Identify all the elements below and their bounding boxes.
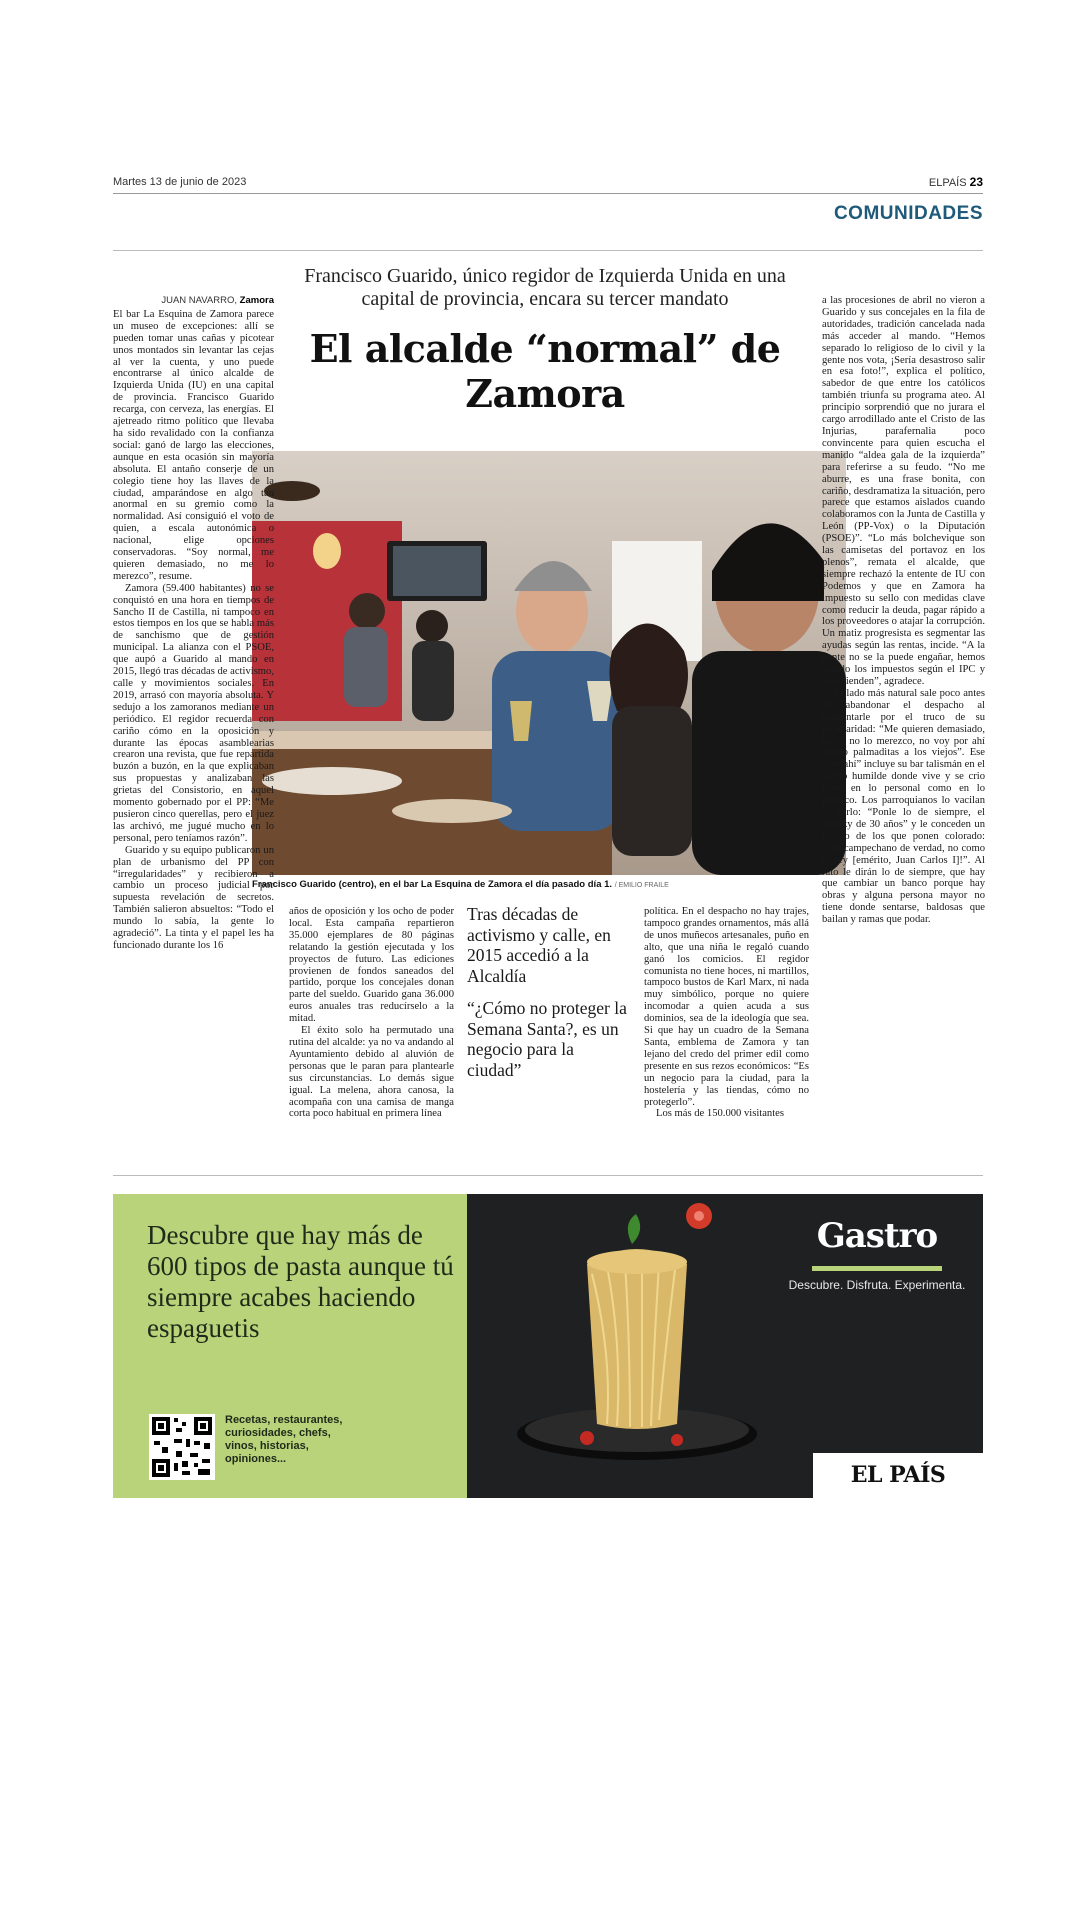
photo-caption (252, 879, 846, 890)
qr-code-graphic (149, 1414, 215, 1480)
article-column-5 (822, 295, 985, 926)
section-label: COMUNIDADES (833, 203, 983, 224)
paragraph: política. En el despacho no hay trajes, tampoco grandes ornamentos, más allá de unos muñecos artesanales, puño en alto, que una niña le regaló cuando ganó los comicios. El regidor comunista no tiene hoces, ni martillos, tampoco bustos de Karl Marx, ni nada muy simbólico, porque no quiere incomodar a quien acuda a sus dominios, sea de la ideología que sea. Si que hay un cuadro de la Semana Santa, emblema de Zamora y tan lejano del credo del primer edil como presente en sus rezos económicos: “Es un negocio para la ciudad, para la hostelería y las tiendas, cómo no protegerlo”. (644, 906, 809, 1108)
paragraph: Guarido y su equipo publicaron un plan de urbanismo del PP con “irregularidades” y recibieron a cambio un proceso judicial por supuesta revelación de secretos. También salieron absueltos: “Todo el mundo lo sabía, la gente lo agradeció”. La tinta y el papel les ha funcionado durante los 16 (113, 844, 274, 951)
advert-topics: Recetas, restaurantes, curiosidades, chefs, vinos, historias, opiniones... (225, 1414, 343, 1465)
paragraph: El lado más natural sale poco antes de abandonar el despacho al preguntarle por el truco de su popularidad: “Me quieren demasiado, coño, no lo merezco, no voy por ahí dando palmaditas a los viejos”. Ese “por ahí” incluye su bar talismán en el barrio humilde donde vive y se crio tanto en lo personal como en lo político. Los parroquianos lo vacilan al verlo: “Ponle lo de siempre, el whisky de 30 años” y le conceden un piropo de los que ponen colorado: “¡Es campechano de verdad, no como el rey [emérito, Juan Carlos I]!”. Al rato le dirán lo de siempre, que hay que cambiar un banco porque hay obras y alguna persona mayor no tiene donde sentarse, baldosas que bailan y ramas que podar. (822, 687, 985, 926)
issue-date: Martes 13 de junio de 2023 (113, 176, 247, 188)
page-folio (929, 175, 983, 189)
article-end-rule (113, 1175, 983, 1176)
qr-code-icon[interactable] (149, 1414, 215, 1480)
page-number: 23 (969, 175, 983, 189)
article-photo (252, 451, 846, 875)
advert-left-panel (113, 1194, 467, 1498)
article-kicker: Francisco Guarido, único regidor de Izquierda Unida en una capital de provincia, encara su tercer mandato (304, 265, 786, 310)
pull-quotes (467, 904, 627, 1080)
byline-place: Zamora (239, 295, 274, 306)
advert-headline: Descubre que hay más de 600 tipos de pasta aunque tú siempre acabes haciendo espaguetis (147, 1220, 454, 1343)
article-column-4 (644, 906, 809, 1120)
paragraph: El éxito solo ha permutado una rutina del alcalde: ya no va andando al Ayuntamiento debido al aluvión de personas que le paran para plantearle sus circunstancias. Lo demás sigue igual. La melena, ahora canosa, la acompaña con una camisa de manga corta poco habitual en primera línea (289, 1025, 454, 1120)
section-rule (113, 250, 983, 251)
article-column-2 (289, 906, 454, 1120)
paragraph: Los más de 150.000 visitantes (656, 1108, 784, 1120)
gastro-underline (812, 1266, 942, 1271)
header-rule (113, 193, 983, 194)
pull-quote: Tras décadas de activismo y calle, en 2015 accedió a la Alcaldía (467, 904, 611, 986)
gastro-logo: Gastro (816, 1216, 938, 1256)
photo-credit: / EMILIO FRAILE (614, 882, 669, 889)
byline (113, 295, 274, 307)
advert-right-panel (467, 1194, 983, 1498)
byline-author: JUAN NAVARRO, (161, 295, 238, 306)
caption-text: Francisco Guarido (centro), en el bar La Esquina de Zamora el día pasado día 1. (252, 879, 613, 890)
gastro-advert[interactable] (113, 1194, 983, 1498)
publisher-logo: EL PAÍS (850, 1462, 946, 1488)
bar-scene-illustration (252, 451, 846, 875)
pull-quote: “¿Cómo no proteger la Semana Santa?, es un negocio para la ciudad” (467, 998, 627, 1080)
paragraph: a las procesiones de abril no vieron a Guarido y sus concejales en la fila de autoridades, tradición cancelada nada más acceder al mando. “Hemos separado lo religioso de lo civil y la gente nos vota, ¡Sería desastroso salir en esa foto!”, explica el político, sabedor de que entre los católicos también triunfa su programa ateo. Al principio sorprendió que no jurara el cargo arrodillado ante el Cristo de las Injurias, parafernalia poco convincente para quien escucha el manido “aldea gala de la izquierda” para referirse a su feudo. “No me aburre, es una frase bonita, con cariño, desdramatiza la situación, pero parece que estamos aislados cuando colaboramos con la Junta de Castilla y León (PP-Vox) o la Diputación (PSOE)”. “Lo más bolchevique son las camisetas del portavoz en los plenos”, remata el alcalde, que siempre rechazó la entente de IU con Podemos y que en Zamora ha impuesto su sello con medidas clave como reducir la deuda, pagar rápido a los proveedores o atajar la corrupción. Un matiz progresista es segmentar las ayudas según las rentas, incide. “A la gente no se la puede engañar, hemos subido los impuestos según el IPC y lo entienden”, agradece. (822, 295, 985, 687)
article-column-1 (113, 295, 274, 952)
paper-name: ELPAÍS (928, 177, 967, 189)
paragraph: años de oposición y los ocho de poder local. Esta campaña repartieron 35.000 ejemplares de 80 páginas relatando la gestión ejecutada y los proyectos de futuro. Las ediciones provienen de fondos saneados del partido, porque los concejales donan parte del sueldo. Guarido gana 36.000 euros anuales tras reducírselo a la mitad. (289, 906, 454, 1025)
paragraph: El bar La Esquina de Zamora parece un museo de excepciones: allí se pueden tomar unas cañas y picotear unos montados sin levantar las cejas al ver la cuenta, y uno puede encontrarse al único alcalde de Izquierda Unida (IU) en una capital de provincia. Francisco Guarido recarga, con cerveza, las energías. El ajetreado ritmo político que llevaba ha sido revalidado con la confianza social: ganó de largo las elecciones, aunque en esta ocasión sin mayoría absoluta. El antaño conserje de un colegio tiene hoy las llaves de la ciudad, amparándose en algo tan anormal en su gremio como la normalidad. Así consiguió el voto de quien, a escala autonómica o nacional, elige opciones conservadoras. “Soy normal, me quieren demasiado, no me lo merezco”, resume. (113, 308, 274, 582)
gastro-tagline: Descubre. Disfruta. Experimenta. (788, 1278, 966, 1292)
paragraph: Zamora (59.400 habitantes) no se conquistó en una hora en tiempos de Sancho II de Castilla, ni tampoco en estos tiempos en los que se habla más de sanchismo que de gestión municipal. La alianza con el PSOE, que aupó a Guarido al mando en 2015, llegó tras décadas de activismo, calle y movimientos sociales. En 2019, arrasó con mayoría absoluta. Y sedujo a los zamoranos mediante un periódico. El regidor recuerda con cariño cómo en la oposición y durante las épocas asamblearias crearon una revista, que fue repartida buzón a buzón, en la que explicaban sus propuestas y analizaban las grietas del Consistorio, en aquel momento gobernado por el PP: “Me pusieron cinco querellas, pero el juez las archivó, me jugué mucho en lo personal, pero teníamos razón”. (113, 582, 274, 844)
article-headline: El alcalde “normal” de Zamora (309, 326, 781, 416)
